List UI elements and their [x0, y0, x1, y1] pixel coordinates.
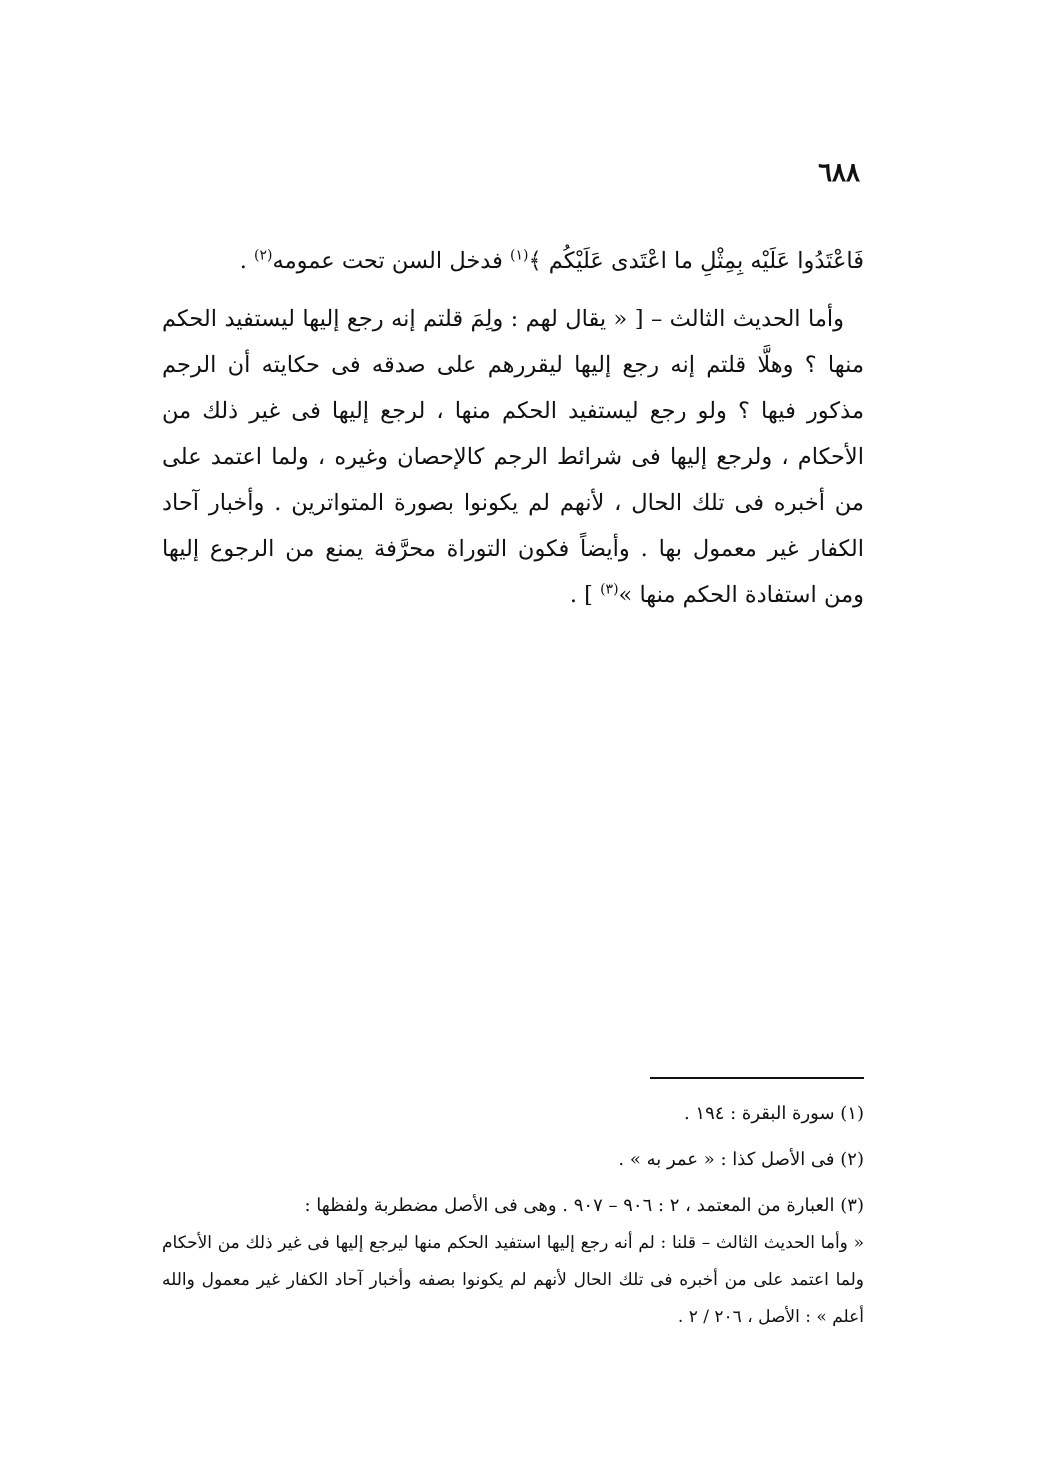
verse-line — [162, 238, 864, 284]
footnote-1: (١) سورة البقرة : ١٩٤ . — [683, 1103, 864, 1124]
footnote-ref-3: (٣) — [600, 581, 619, 598]
verse-end: . — [239, 248, 255, 274]
paragraph-end: ] . — [569, 582, 601, 608]
main-text — [162, 238, 864, 618]
footnote-2: (٢) فى الأصل كذا : « عمر به » . — [618, 1149, 864, 1170]
verse-commentary: فدخل السن تحت عمومه — [272, 248, 510, 274]
page-number: ٦٨٨ — [818, 158, 860, 188]
paragraph-text: وأما الحديث الثالث – [ « يقال لهم : ولِمَ قلتم إنه رجع إليها ليستفيد الحكم منها ؟ وهلَّا قلتم إنه رجع إليها ليقررهم على صدقه فى حكايته أن الرجم مذكور فيها ؟ ولو رجع ليستفيد الحكم منها ، لرجع إليها فى غير ذلك من الأحكام ، ولرجع إليها فى شرائط الرجم كالإحصان وغيره ، ولما اعتمد على من أخبره فى تلك الحال ، لأنهم لم يكونوا بصورة المتواترين . وأخبار آحاد الكفار غير معمول بها . وأيضاً فكون التوراة محرَّفة يمنع من الرجوع إليها ومن استفادة الحكم منها » — [162, 306, 864, 608]
footnotes — [162, 1095, 864, 1336]
footnote-3 — [162, 1187, 864, 1336]
footnote-3-body: « وأما الحديث الثالث – قلنا : لم أنه رجع إليها استفيد الحكم منها ليرجع إليها فى غير ذلك من الأحكام ولما اعتمد على من أخبره فى تلك الحال لأنهم لم يكونوا بصفه وأخبار آحاد الكفار غير معمول والله أعلم » : الأصل ، ٢٠٦ / ٢ . — [162, 1233, 864, 1327]
footnote-ref-2: (٢) — [254, 247, 273, 264]
verse-text: فَاعْتَدُوا عَلَيْه بِمِثْلِ ما اعْتَدى عَلَيْكُم ﴾ — [528, 248, 864, 274]
footnote-3-head: (٣) العبارة من المعتمد ، ٢ : ٩٠٦ – ٩٠٧ . وهى فى الأصل مضطربة ولفظها : — [304, 1195, 864, 1216]
footnote-separator — [650, 1077, 864, 1079]
body-paragraph — [162, 296, 864, 618]
footnote-ref-1: (١) — [509, 247, 529, 264]
